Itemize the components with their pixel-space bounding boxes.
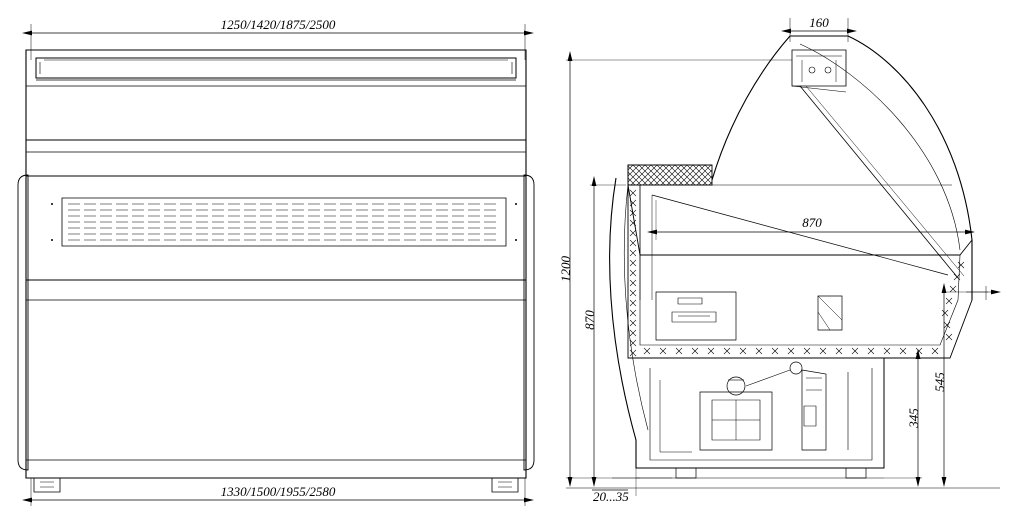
dim-side-overall-height: 1200: [558, 256, 573, 282]
dim-side-machine-height: 345: [906, 408, 921, 428]
dim-side-base-height: 545: [932, 372, 947, 392]
dim-front-bottom-width: 1330/1500/1955/2580: [220, 484, 336, 499]
dim-side-floor-gap: 20...35: [593, 489, 629, 504]
dim-side-counter-height: 870: [582, 310, 597, 330]
dim-front-top-width: 1250/1420/1875/2500: [220, 17, 336, 32]
dim-side-top-width: 160: [809, 15, 829, 30]
front-view-group: [18, 24, 534, 506]
dim-side-depth: 870: [802, 215, 822, 230]
side-section-view-group: [566, 18, 1000, 496]
